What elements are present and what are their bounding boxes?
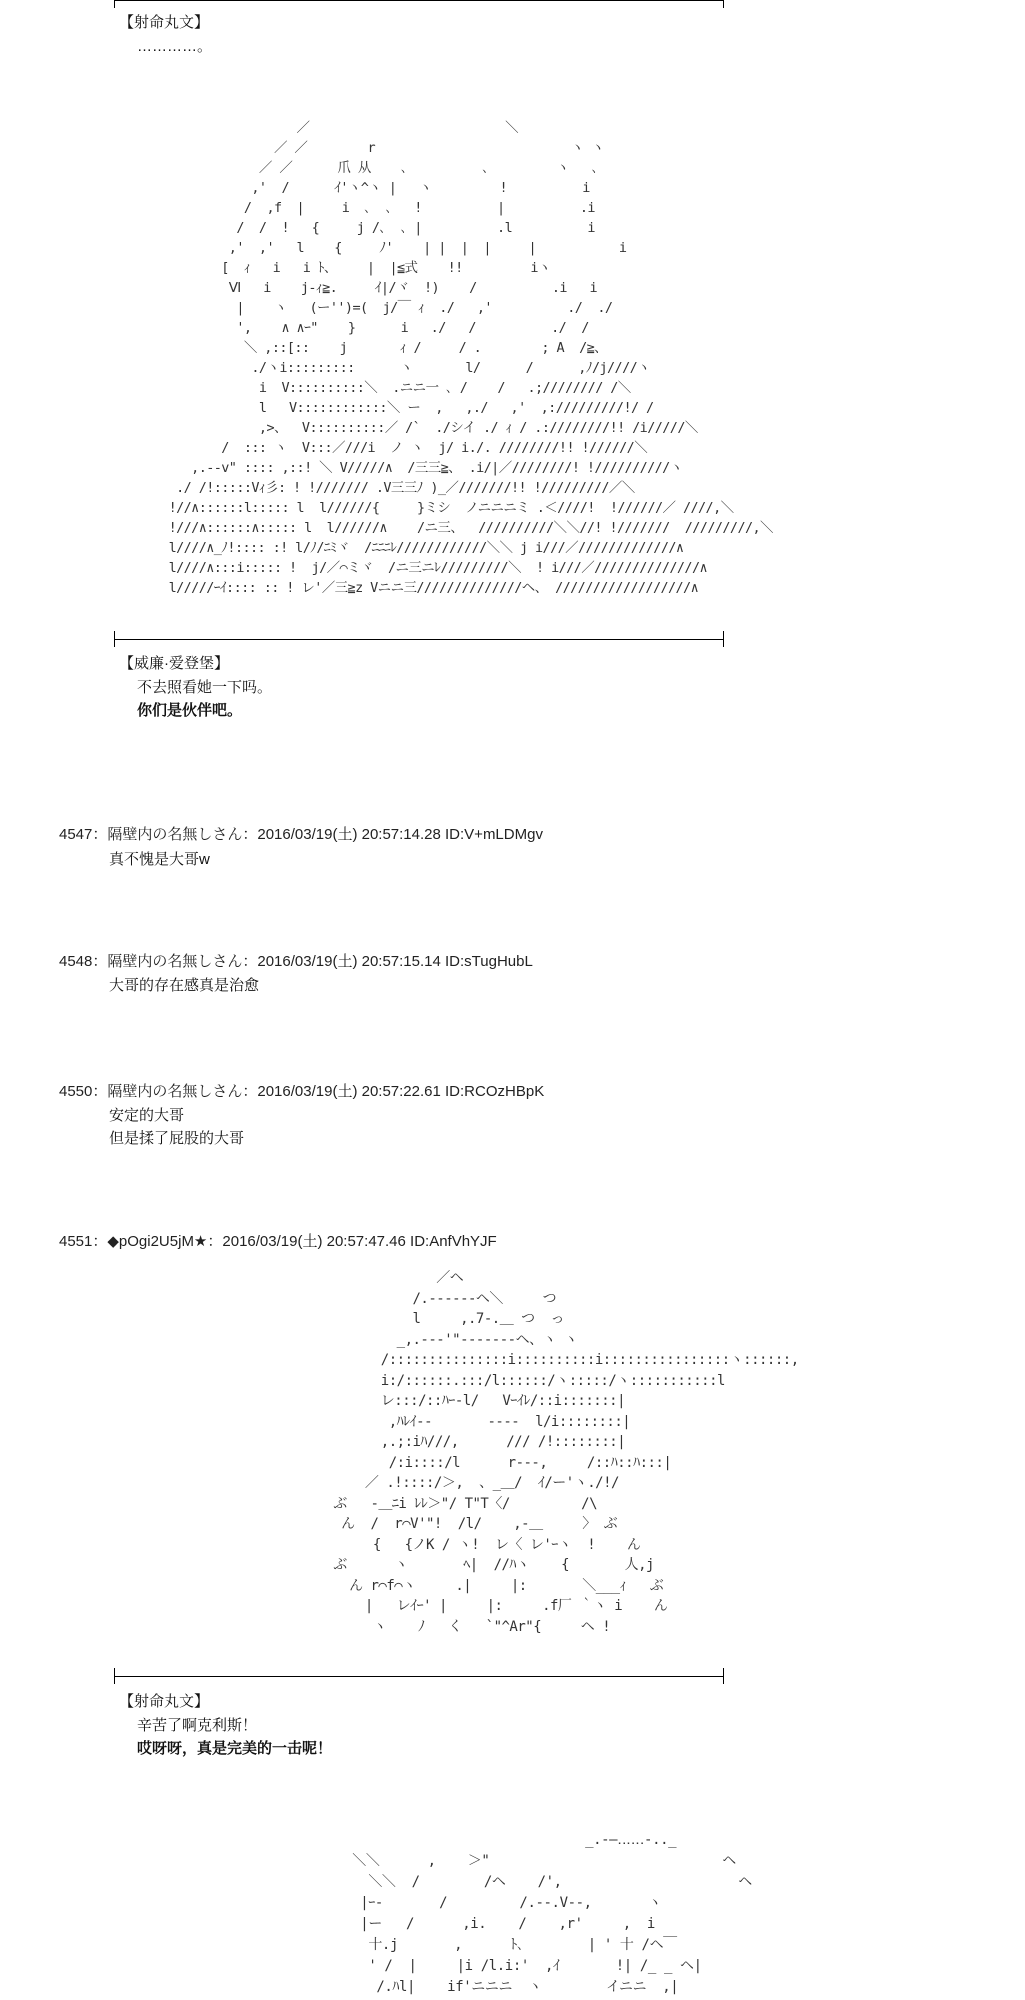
- ascii-art-character: ／ヘ /.------ヘ＼ つ l ,.7-.＿ つ っ _,.---'"-------ヘ、ヽ ヽ /:::::::::::::::i::::::::::i::::::::::::::::ヽ::::::, i:/::::::.:::/l::::::/ヽ:::::/ヽ:::::::::::l レ:::/::ﾊｰ-l/ Vｰｲﾚ/::i:::::::| ,ﾊﾚｲ-- ---- l/i::::::::| ,.;:iﾊ///, /// /!::::::::| /:i::::/l r---, /::ﾊ::ﾊ:::| ／ .!::::/＞, 、_＿/ ｲ/ー'ヽ./!/ ぶ -＿ﾆi ﾚﾚ＞"/ T"T〈/ /\ ん / r⌒V'"! /l/ ,-＿ 〉 ぶ { {ノK / ヽ! レ〈 レ'ｰヽ ! ん ぶ ヽ ﾍ| //ﾊヽ { 人,j ん r⌒f⌒ヽ .| |: ＼___ｨ ぶ | レｲｰ' | |: .f厂 ｀ヽ i ん ヽ ﾉ く `"^Ar"{ ヘ !: [333, 1270, 799, 1635]
- post-header: 4547：隔壁内の名無しさん：2016/03/19(土) 20:57:14.28 ID:V+mLDMgv: [59, 826, 543, 843]
- border-tick-top-right: [723, 0, 724, 8]
- post-header: 4551：◆pOgi2U5jM★：2016/03/19(土) 20:57:47.46 ID:AnfVhYJF: [59, 1233, 497, 1250]
- frame-divider-tick-right: [723, 1668, 724, 1684]
- frame-divider: [114, 1676, 724, 1677]
- frame-divider-tick-right: [723, 631, 724, 647]
- speaker-name: 【威廉·爱登堡】: [119, 655, 229, 672]
- post-body-line: 安定的大哥: [109, 1107, 185, 1124]
- frame-divider-tick-left: [114, 1668, 115, 1684]
- speaker-name: 【射命丸文】: [119, 14, 210, 31]
- dialogue-line: 不去照看她一下吗。: [137, 679, 273, 696]
- dialogue-line: 哎呀呀，真是完美的一击呢！: [137, 1740, 333, 1757]
- post-body-line: 真不愧是大哥w: [109, 851, 210, 868]
- dialogue-line: …………。: [137, 38, 213, 55]
- speaker-name: 【射命丸文】: [119, 1693, 210, 1710]
- frame-divider: [114, 639, 724, 640]
- post-body-line: 但是揉了屁股的大哥: [109, 1130, 245, 1147]
- post-header: 4548：隔壁内の名無しさん：2016/03/19(土) 20:57:15.14 ID:sTugHubL: [59, 953, 533, 970]
- post-body-line: 大哥的存在感真是治愈: [109, 977, 260, 994]
- dialogue-line: 你们是伙伴吧。: [137, 702, 243, 719]
- border-rule-top: [114, 0, 724, 1]
- border-tick-top-left: [114, 0, 115, 8]
- ascii-art-portrait: ／ ＼ ／ ／ r ヽ ヽ ／ ／ 爪 从 ､ ､ ヽ ､ ,' / ｲ'ヽ^ヽ | ヽ ! i / ,f | i ､ ､ ! | .i / / ! { j /､ ､ | .l i ,' ,' l { ﾉ' | | | | | i [ ｨ i i ﾄ、 | |≦式 !! iヽ Ⅵ i j-ｨ≧. ｲ|/ヾ !) / .i i | ヽ (ー'')=( j/￣ ｨ ./ ,' ./ ./ ', ∧ ∧ｰ" } i ./ / ./ / ＼ ,::[:: j ｨ / / . ; A /≧、 ./ヽi::::::::: ヽ l/ / ,ﾉ/j////ヽ i V::::::::::＼ .ニニ一 ､ / / .;//////// /＼ l V::::::::::::＼ ー , ,./ ,' ,://///////!/ / ,>、 V::::::::::／ /` ./シイ ./ ｨ / .:////////!! /i/////＼ / ::: ヽ V:::／///i ノ ヽ j/ i./. ////////!! !//////＼ ,.--v" :::: ,::! ＼ V/////∧ /三三≧、 .i/|／////////! !//////////ヽ ./ /!:::::Vｨ彡: ! !/////// .V三三ﾉ )_／///////!! !/////////／＼ !//∧::::::l::::: l l//////{ }ミシ ノニニニミ .＜////! !//////／ ////,＼ !///∧::::::∧::::: l l//////∧ /ニ三、 //////////＼＼//! !/////// /////////,＼ l////∧_ﾉ!:::: :! l/ﾉ/ﾆﾐヾ /ﾆﾆﾆﾚ////////////＼＼ j i///／/////////////∧ l////∧:::i::::: ! j/／⌒ミヾ /ニ三ニﾚ/////////＼ ! i///／//////////////∧ l/////ｰｲ:::: :: ! レ'／三≧z Vニニ三//////////////ヘ、 //////////////////∧: [168, 120, 773, 596]
- dialogue-line: 辛苦了啊克利斯！: [137, 1717, 258, 1734]
- ascii-art-fragment: _.-―‥‥‥-.._ ＼＼ , ＞" ヘ ＼＼ / /ヘ /', ヘ |ｰ- / /.--.V--, ヽ |ー / ,i. / ,r' , i 十.j , ﾄ､ | ' 十 /ヘ￣ ' / | |i /l.i:' ,ｲ !| /_ _ ヘ| /.ﾊl| if'ニニニ ヽ イニニ ,|: [352, 1832, 752, 1995]
- frame-divider-tick-left: [114, 631, 115, 647]
- post-header: 4550：隔壁内の名無しさん：2016/03/19(土) 20:57:22.61 ID:RCOzHBpK: [59, 1083, 545, 1100]
